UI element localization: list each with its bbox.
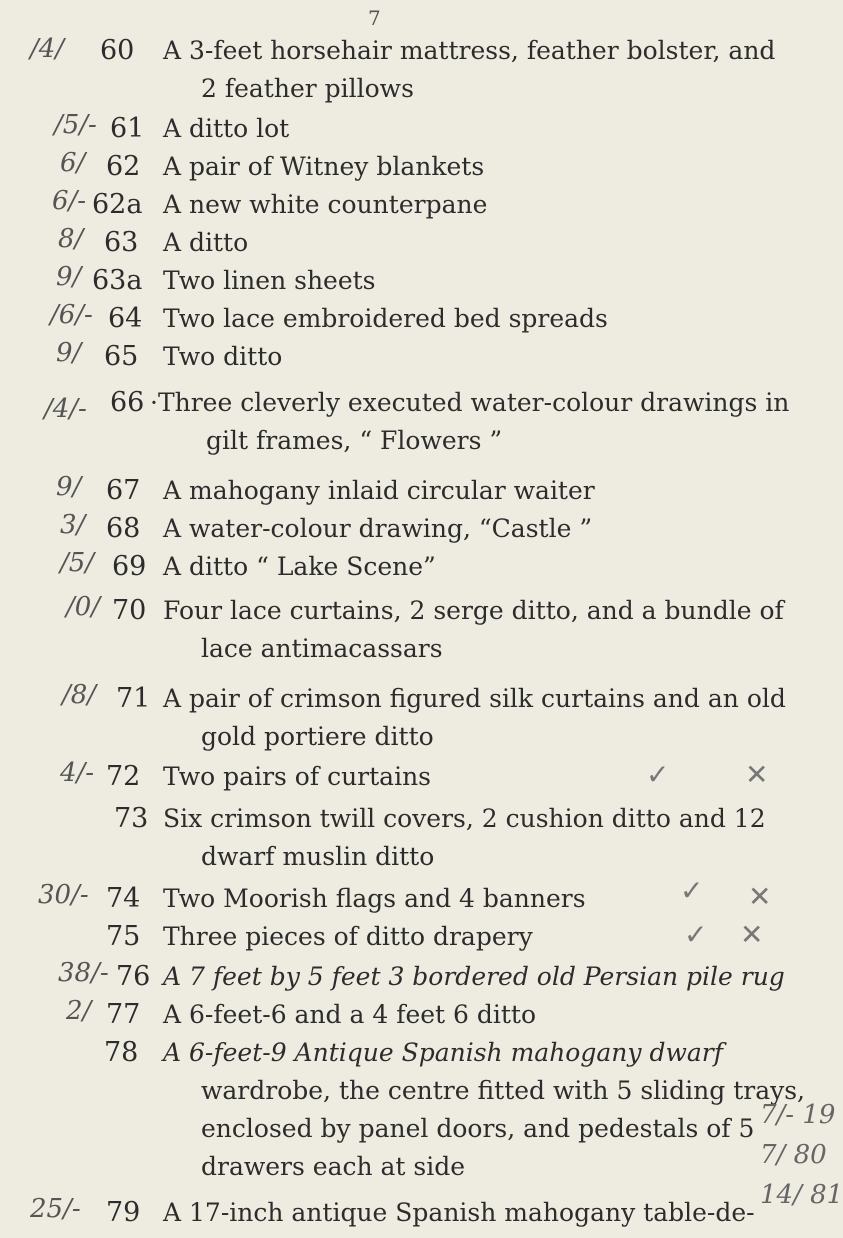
lot-description bbox=[163, 262, 763, 300]
lot-description bbox=[163, 472, 763, 510]
lot-line: A 7 feet by 5 feet 3 bordered old Persian pile rug bbox=[163, 962, 785, 991]
lot-line: gold portiere ditto bbox=[201, 722, 434, 751]
lot-number: 63 bbox=[104, 227, 139, 258]
lot-description bbox=[163, 110, 763, 148]
lot-number: 72 bbox=[106, 761, 141, 792]
lot-line: A 6-feet-9 Antique Spanish mahogany dwarf bbox=[163, 1038, 723, 1067]
lot-line: Two Moorish flags and 4 banners bbox=[163, 884, 586, 913]
lot-description bbox=[163, 592, 784, 668]
lot-number: 64 bbox=[108, 303, 143, 334]
lot-description bbox=[163, 300, 763, 338]
lot-number: 62a bbox=[92, 189, 143, 220]
margin-note: 8/ bbox=[58, 224, 84, 254]
lot-number: 79 bbox=[106, 1197, 141, 1228]
lot-number: 68 bbox=[106, 513, 141, 544]
lot-number: 73 bbox=[114, 803, 149, 834]
margin-note: 9/ bbox=[56, 338, 82, 368]
lot-number: 66 bbox=[110, 387, 145, 418]
margin-note: 2/ bbox=[66, 996, 92, 1026]
margin-note: /5/ bbox=[60, 548, 95, 578]
page-mark: 7 bbox=[368, 6, 381, 30]
lot-number: 70 bbox=[112, 595, 147, 626]
lot-description bbox=[163, 224, 763, 262]
margin-note: /4/- bbox=[44, 394, 87, 424]
lot-number: 71 bbox=[116, 683, 151, 714]
lot-line: A ditto lot bbox=[163, 114, 290, 143]
lot-description bbox=[163, 880, 763, 918]
margin-note: 4/- bbox=[60, 758, 95, 788]
lot-line: A pair of Witney blankets bbox=[163, 152, 485, 181]
lot-number: 67 bbox=[106, 475, 141, 506]
margin-note: 9/ bbox=[56, 262, 82, 292]
cross-mark-icon: ✕ bbox=[740, 918, 764, 951]
lot-description bbox=[163, 1194, 763, 1232]
cross-mark-icon: ✕ bbox=[748, 880, 772, 913]
lot-line: Four lace curtains, 2 serge ditto, and a bundle of bbox=[163, 596, 784, 625]
lot-description bbox=[163, 958, 785, 996]
lot-description bbox=[163, 758, 763, 796]
lot-number: 62 bbox=[106, 151, 141, 182]
cross-mark-icon: ✕ bbox=[745, 758, 769, 791]
margin-note: 3/ bbox=[60, 510, 86, 540]
lot-number: 78 bbox=[104, 1037, 139, 1068]
lot-description bbox=[163, 1148, 763, 1186]
lot-line: enclosed by panel doors, and pedestals of 5 bbox=[201, 1114, 755, 1143]
margin-note: /6/- bbox=[50, 300, 93, 330]
lot-number: 69 bbox=[112, 551, 147, 582]
handwritten-note: 7/- 19 bbox=[760, 1100, 836, 1130]
lot-line: wardrobe, the centre fitted with 5 sliding trays, bbox=[201, 1076, 806, 1105]
lot-description bbox=[163, 918, 763, 956]
lot-number: 61 bbox=[110, 113, 145, 144]
lot-description bbox=[163, 800, 766, 876]
lot-description bbox=[163, 548, 763, 586]
lot-description bbox=[163, 186, 763, 224]
lot-description bbox=[163, 680, 786, 756]
lot-description bbox=[163, 338, 763, 376]
margin-note: /0/ bbox=[66, 592, 101, 622]
lot-number: 76 bbox=[116, 961, 151, 992]
lot-number: 77 bbox=[106, 999, 141, 1030]
lot-line: A new white counterpane bbox=[163, 190, 488, 219]
lot-line: Two linen sheets bbox=[163, 266, 376, 295]
lot-line: Two ditto bbox=[163, 342, 283, 371]
handwritten-note: 14/ 81 bbox=[760, 1180, 843, 1210]
lot-line: A mahogany inlaid circular waiter bbox=[163, 476, 595, 505]
lot-line: A 6-feet-6 and a 4 feet 6 ditto bbox=[163, 1000, 537, 1029]
lot-line: 2 feather pillows bbox=[201, 74, 414, 103]
margin-note: 6/- bbox=[52, 186, 87, 216]
lot-line: A 3-feet horsehair mattress, feather bolster, and bbox=[163, 36, 776, 65]
margin-note: 9/ bbox=[56, 472, 82, 502]
lot-number: 60 bbox=[100, 35, 135, 66]
lot-description bbox=[163, 148, 763, 186]
lot-description bbox=[163, 996, 763, 1034]
lot-line: A 17-inch antique Spanish mahogany table-de- bbox=[163, 1198, 755, 1227]
lot-line: Three pieces of ditto drapery bbox=[163, 922, 533, 951]
lot-line: Two lace embroidered bed spreads bbox=[163, 304, 608, 333]
check-mark-icon: ✓ bbox=[646, 758, 670, 791]
margin-note: /5/- bbox=[54, 110, 97, 140]
margin-note: /8/ bbox=[62, 680, 97, 710]
lot-line: A pair of crimson figured silk curtains and an old bbox=[163, 684, 786, 713]
handwritten-note: 7/ 80 bbox=[760, 1140, 827, 1170]
lot-line: A ditto “ Lake Scene” bbox=[163, 552, 436, 581]
lot-line: Two pairs of curtains bbox=[163, 762, 431, 791]
check-mark-icon: ✓ bbox=[684, 918, 708, 951]
lot-number: 65 bbox=[104, 341, 139, 372]
lot-line: ·Three cleverly executed water-colour drawings in bbox=[150, 388, 790, 417]
lot-line: Six crimson twill covers, 2 cushion ditto and 12 bbox=[163, 804, 766, 833]
margin-note: 38/- bbox=[58, 958, 109, 988]
margin-note: 6/ bbox=[60, 148, 86, 178]
lot-number: 63a bbox=[92, 265, 143, 296]
margin-note: /4/ bbox=[30, 34, 65, 64]
lot-line: A water-colour drawing, “Castle ” bbox=[163, 514, 593, 543]
check-mark-icon: ✓ bbox=[680, 874, 704, 907]
lot-line: gilt frames, “ Flowers ” bbox=[206, 426, 503, 455]
lot-line: drawers each at side bbox=[201, 1152, 466, 1181]
lot-line: lace antimacassars bbox=[201, 634, 443, 663]
lot-description bbox=[150, 384, 790, 460]
lot-description bbox=[163, 1034, 763, 1072]
lot-description bbox=[163, 32, 776, 108]
lot-number: 75 bbox=[106, 921, 141, 952]
lot-line: A ditto bbox=[163, 228, 249, 257]
margin-note: 25/- bbox=[30, 1194, 81, 1224]
lot-number: 74 bbox=[106, 883, 141, 914]
lot-description bbox=[163, 510, 763, 548]
margin-note: 30/- bbox=[38, 880, 89, 910]
lot-line: dwarf muslin ditto bbox=[201, 842, 435, 871]
